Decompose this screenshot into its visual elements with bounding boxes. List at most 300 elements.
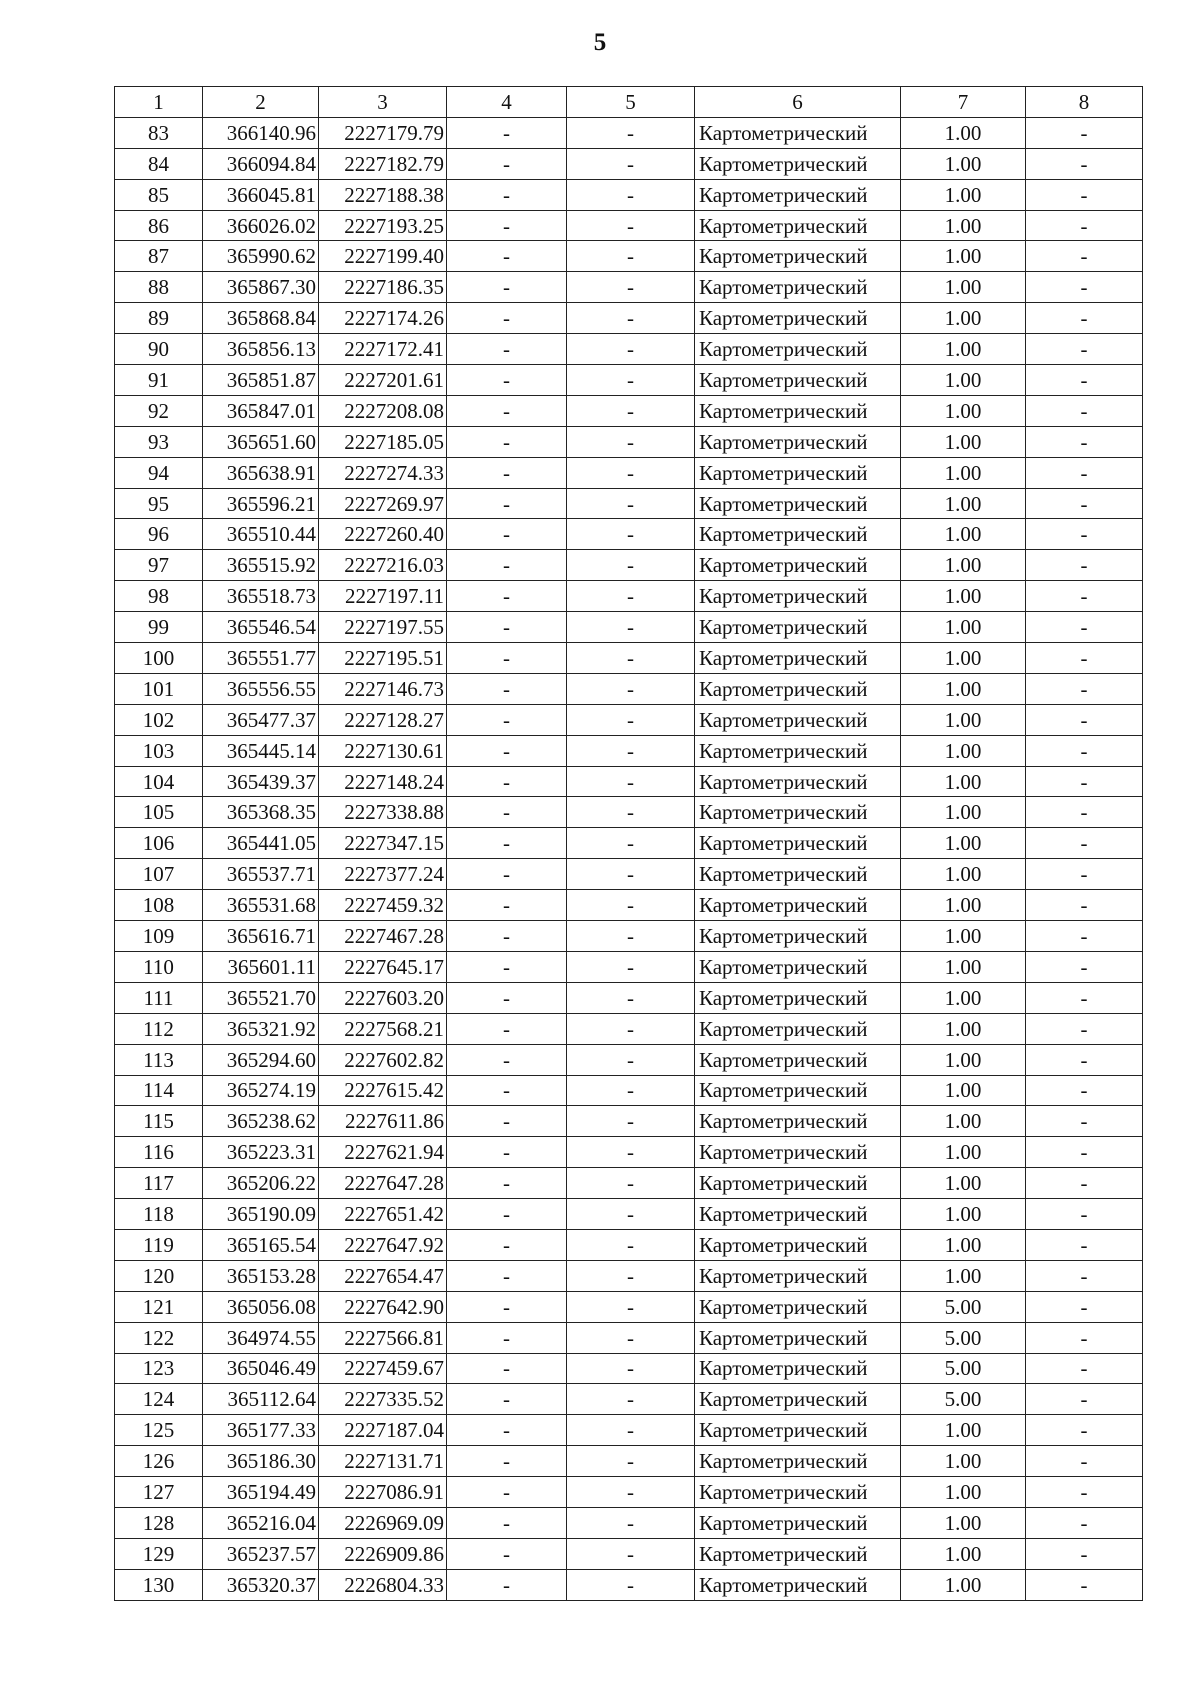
cell-col-4: - bbox=[447, 1199, 567, 1230]
cell-coord-x: 365856.13 bbox=[203, 334, 319, 365]
cell-col-8: - bbox=[1026, 1106, 1143, 1137]
cell-coord-y: 2227128.27 bbox=[319, 704, 447, 735]
cell-accuracy: 1.00 bbox=[901, 1507, 1026, 1538]
cell-point-number: 101 bbox=[115, 673, 203, 704]
table-row bbox=[115, 1538, 1143, 1569]
cell-coord-x: 365551.77 bbox=[203, 643, 319, 674]
cell-col-8: - bbox=[1026, 457, 1143, 488]
cell-point-number: 83 bbox=[115, 117, 203, 148]
cell-coord-x: 365294.60 bbox=[203, 1044, 319, 1075]
cell-method: Картометрический bbox=[695, 550, 901, 581]
cell-method: Картометрический bbox=[695, 859, 901, 890]
cell-col-8: - bbox=[1026, 951, 1143, 982]
cell-col-4: - bbox=[447, 303, 567, 334]
cell-col-8: - bbox=[1026, 1260, 1143, 1291]
cell-method: Картометрический bbox=[695, 951, 901, 982]
cell-point-number: 94 bbox=[115, 457, 203, 488]
cell-accuracy: 1.00 bbox=[901, 1013, 1026, 1044]
cell-coord-y: 2227566.81 bbox=[319, 1322, 447, 1353]
header-col-3: 3 bbox=[319, 87, 447, 118]
cell-col-8: - bbox=[1026, 612, 1143, 643]
cell-point-number: 120 bbox=[115, 1260, 203, 1291]
cell-method: Картометрический bbox=[695, 148, 901, 179]
cell-point-number: 127 bbox=[115, 1477, 203, 1508]
cell-col-8: - bbox=[1026, 426, 1143, 457]
cell-coord-y: 2227459.67 bbox=[319, 1353, 447, 1384]
cell-coord-y: 2227269.97 bbox=[319, 488, 447, 519]
cell-coord-x: 365601.11 bbox=[203, 951, 319, 982]
cell-col-8: - bbox=[1026, 581, 1143, 612]
cell-coord-y: 2227654.47 bbox=[319, 1260, 447, 1291]
table-row bbox=[115, 303, 1143, 334]
table-row bbox=[115, 1013, 1143, 1044]
cell-method: Картометрический bbox=[695, 890, 901, 921]
cell-point-number: 113 bbox=[115, 1044, 203, 1075]
cell-method: Картометрический bbox=[695, 457, 901, 488]
cell-point-number: 114 bbox=[115, 1075, 203, 1106]
cell-point-number: 91 bbox=[115, 365, 203, 396]
cell-col-5: - bbox=[567, 704, 695, 735]
cell-col-5: - bbox=[567, 1477, 695, 1508]
cell-method: Картометрический bbox=[695, 1106, 901, 1137]
cell-coord-y: 2227148.24 bbox=[319, 766, 447, 797]
cell-coord-y: 2227086.91 bbox=[319, 1477, 447, 1508]
cell-coord-x: 365206.22 bbox=[203, 1168, 319, 1199]
cell-col-5: - bbox=[567, 426, 695, 457]
cell-col-5: - bbox=[567, 1106, 695, 1137]
cell-accuracy: 1.00 bbox=[901, 1168, 1026, 1199]
cell-method: Картометрический bbox=[695, 117, 901, 148]
table-row bbox=[115, 1291, 1143, 1322]
cell-method: Картометрический bbox=[695, 766, 901, 797]
coordinates-table bbox=[114, 86, 1143, 1601]
cell-col-5: - bbox=[567, 365, 695, 396]
table-row bbox=[115, 457, 1143, 488]
cell-accuracy: 1.00 bbox=[901, 1199, 1026, 1230]
cell-col-4: - bbox=[447, 643, 567, 674]
cell-coord-y: 2227335.52 bbox=[319, 1384, 447, 1415]
cell-coord-x: 365537.71 bbox=[203, 859, 319, 890]
cell-point-number: 92 bbox=[115, 395, 203, 426]
cell-coord-y: 2227260.40 bbox=[319, 519, 447, 550]
cell-point-number: 116 bbox=[115, 1137, 203, 1168]
cell-accuracy: 1.00 bbox=[901, 241, 1026, 272]
cell-accuracy: 1.00 bbox=[901, 735, 1026, 766]
table-row bbox=[115, 365, 1143, 396]
cell-col-8: - bbox=[1026, 859, 1143, 890]
cell-col-5: - bbox=[567, 1353, 695, 1384]
cell-col-8: - bbox=[1026, 1137, 1143, 1168]
cell-col-5: - bbox=[567, 1260, 695, 1291]
cell-col-4: - bbox=[447, 982, 567, 1013]
cell-col-4: - bbox=[447, 612, 567, 643]
cell-method: Картометрический bbox=[695, 1291, 901, 1322]
cell-coord-x: 365320.37 bbox=[203, 1569, 319, 1600]
cell-col-4: - bbox=[447, 581, 567, 612]
cell-coord-x: 365112.64 bbox=[203, 1384, 319, 1415]
table-row bbox=[115, 1477, 1143, 1508]
cell-point-number: 107 bbox=[115, 859, 203, 890]
cell-col-8: - bbox=[1026, 272, 1143, 303]
cell-coord-y: 2226909.86 bbox=[319, 1538, 447, 1569]
cell-point-number: 85 bbox=[115, 179, 203, 210]
cell-col-5: - bbox=[567, 241, 695, 272]
table-row bbox=[115, 426, 1143, 457]
cell-col-8: - bbox=[1026, 1075, 1143, 1106]
cell-coord-x: 366094.84 bbox=[203, 148, 319, 179]
cell-method: Картометрический bbox=[695, 704, 901, 735]
cell-col-8: - bbox=[1026, 673, 1143, 704]
cell-col-5: - bbox=[567, 612, 695, 643]
cell-accuracy: 1.00 bbox=[901, 1446, 1026, 1477]
cell-coord-y: 2227467.28 bbox=[319, 921, 447, 952]
header-col-6: 6 bbox=[695, 87, 901, 118]
cell-accuracy: 5.00 bbox=[901, 1322, 1026, 1353]
cell-method: Картометрический bbox=[695, 426, 901, 457]
table-row bbox=[115, 1229, 1143, 1260]
cell-col-4: - bbox=[447, 1569, 567, 1600]
table-row bbox=[115, 1075, 1143, 1106]
cell-point-number: 123 bbox=[115, 1353, 203, 1384]
cell-coord-x: 365216.04 bbox=[203, 1507, 319, 1538]
cell-coord-x: 365546.54 bbox=[203, 612, 319, 643]
table-row bbox=[115, 859, 1143, 890]
cell-point-number: 86 bbox=[115, 210, 203, 241]
cell-col-4: - bbox=[447, 1044, 567, 1075]
cell-col-8: - bbox=[1026, 1013, 1143, 1044]
cell-point-number: 111 bbox=[115, 982, 203, 1013]
cell-col-4: - bbox=[447, 148, 567, 179]
table-header bbox=[115, 87, 1143, 118]
cell-point-number: 89 bbox=[115, 303, 203, 334]
cell-coord-y: 2227647.92 bbox=[319, 1229, 447, 1260]
cell-coord-x: 365238.62 bbox=[203, 1106, 319, 1137]
cell-col-5: - bbox=[567, 1137, 695, 1168]
cell-accuracy: 1.00 bbox=[901, 303, 1026, 334]
table-row bbox=[115, 1168, 1143, 1199]
cell-coord-x: 365153.28 bbox=[203, 1260, 319, 1291]
cell-col-8: - bbox=[1026, 519, 1143, 550]
cell-point-number: 109 bbox=[115, 921, 203, 952]
cell-coord-y: 2227611.86 bbox=[319, 1106, 447, 1137]
cell-point-number: 117 bbox=[115, 1168, 203, 1199]
cell-coord-x: 365321.92 bbox=[203, 1013, 319, 1044]
cell-col-4: - bbox=[447, 241, 567, 272]
table-row bbox=[115, 828, 1143, 859]
cell-accuracy: 1.00 bbox=[901, 673, 1026, 704]
cell-col-5: - bbox=[567, 1291, 695, 1322]
cell-accuracy: 1.00 bbox=[901, 272, 1026, 303]
cell-col-4: - bbox=[447, 1137, 567, 1168]
cell-coord-y: 2227182.79 bbox=[319, 148, 447, 179]
cell-coord-x: 365510.44 bbox=[203, 519, 319, 550]
cell-coord-y: 2227186.35 bbox=[319, 272, 447, 303]
cell-col-5: - bbox=[567, 1199, 695, 1230]
cell-col-8: - bbox=[1026, 365, 1143, 396]
cell-coord-y: 2227568.21 bbox=[319, 1013, 447, 1044]
cell-method: Картометрический bbox=[695, 241, 901, 272]
cell-col-5: - bbox=[567, 457, 695, 488]
cell-col-8: - bbox=[1026, 1353, 1143, 1384]
cell-coord-x: 365651.60 bbox=[203, 426, 319, 457]
cell-coord-x: 365190.09 bbox=[203, 1199, 319, 1230]
cell-method: Картометрический bbox=[695, 1415, 901, 1446]
table-row bbox=[115, 210, 1143, 241]
cell-coord-y: 2227603.20 bbox=[319, 982, 447, 1013]
cell-accuracy: 1.00 bbox=[901, 1075, 1026, 1106]
table-row bbox=[115, 488, 1143, 519]
cell-col-5: - bbox=[567, 735, 695, 766]
cell-coord-y: 2227347.15 bbox=[319, 828, 447, 859]
cell-accuracy: 1.00 bbox=[901, 117, 1026, 148]
cell-accuracy: 5.00 bbox=[901, 1384, 1026, 1415]
cell-col-8: - bbox=[1026, 179, 1143, 210]
table-row bbox=[115, 982, 1143, 1013]
cell-method: Картометрический bbox=[695, 1538, 901, 1569]
cell-col-8: - bbox=[1026, 1384, 1143, 1415]
cell-method: Картометрический bbox=[695, 581, 901, 612]
cell-point-number: 104 bbox=[115, 766, 203, 797]
cell-col-4: - bbox=[447, 272, 567, 303]
cell-col-4: - bbox=[447, 1415, 567, 1446]
cell-col-8: - bbox=[1026, 1168, 1143, 1199]
cell-method: Картометрический bbox=[695, 643, 901, 674]
cell-point-number: 93 bbox=[115, 426, 203, 457]
cell-accuracy: 1.00 bbox=[901, 426, 1026, 457]
cell-col-8: - bbox=[1026, 1538, 1143, 1569]
cell-point-number: 115 bbox=[115, 1106, 203, 1137]
cell-point-number: 124 bbox=[115, 1384, 203, 1415]
cell-col-8: - bbox=[1026, 828, 1143, 859]
cell-method: Картометрический bbox=[695, 1322, 901, 1353]
cell-coord-x: 365223.31 bbox=[203, 1137, 319, 1168]
cell-point-number: 88 bbox=[115, 272, 203, 303]
header-col-1: 1 bbox=[115, 87, 203, 118]
cell-coord-y: 2227645.17 bbox=[319, 951, 447, 982]
table-row bbox=[115, 148, 1143, 179]
cell-coord-x: 365847.01 bbox=[203, 395, 319, 426]
cell-point-number: 90 bbox=[115, 334, 203, 365]
cell-col-5: - bbox=[567, 673, 695, 704]
cell-col-4: - bbox=[447, 519, 567, 550]
cell-col-4: - bbox=[447, 1013, 567, 1044]
cell-col-4: - bbox=[447, 395, 567, 426]
cell-coord-x: 366140.96 bbox=[203, 117, 319, 148]
cell-col-4: - bbox=[447, 704, 567, 735]
cell-col-4: - bbox=[447, 766, 567, 797]
table-row bbox=[115, 704, 1143, 735]
cell-coord-y: 2227201.61 bbox=[319, 365, 447, 396]
cell-point-number: 121 bbox=[115, 1291, 203, 1322]
table-row bbox=[115, 890, 1143, 921]
cell-coord-y: 2227187.04 bbox=[319, 1415, 447, 1446]
cell-point-number: 126 bbox=[115, 1446, 203, 1477]
cell-col-4: - bbox=[447, 1446, 567, 1477]
cell-col-8: - bbox=[1026, 1507, 1143, 1538]
cell-col-8: - bbox=[1026, 982, 1143, 1013]
cell-accuracy: 1.00 bbox=[901, 1415, 1026, 1446]
cell-col-4: - bbox=[447, 365, 567, 396]
cell-point-number: 122 bbox=[115, 1322, 203, 1353]
cell-col-5: - bbox=[567, 859, 695, 890]
cell-accuracy: 1.00 bbox=[901, 828, 1026, 859]
cell-col-4: - bbox=[447, 210, 567, 241]
cell-col-4: - bbox=[447, 1353, 567, 1384]
table-row bbox=[115, 1415, 1143, 1446]
cell-point-number: 129 bbox=[115, 1538, 203, 1569]
cell-method: Картометрический bbox=[695, 1569, 901, 1600]
cell-coord-x: 365445.14 bbox=[203, 735, 319, 766]
cell-col-4: - bbox=[447, 859, 567, 890]
cell-coord-y: 2227193.25 bbox=[319, 210, 447, 241]
cell-accuracy: 1.00 bbox=[901, 921, 1026, 952]
cell-coord-x: 365441.05 bbox=[203, 828, 319, 859]
cell-col-4: - bbox=[447, 179, 567, 210]
cell-point-number: 110 bbox=[115, 951, 203, 982]
cell-col-8: - bbox=[1026, 117, 1143, 148]
cell-accuracy: 1.00 bbox=[901, 1137, 1026, 1168]
cell-accuracy: 1.00 bbox=[901, 1044, 1026, 1075]
cell-col-8: - bbox=[1026, 1291, 1143, 1322]
cell-col-4: - bbox=[447, 488, 567, 519]
cell-point-number: 112 bbox=[115, 1013, 203, 1044]
cell-accuracy: 1.00 bbox=[901, 890, 1026, 921]
cell-method: Картометрический bbox=[695, 1446, 901, 1477]
table-row bbox=[115, 272, 1143, 303]
cell-method: Картометрический bbox=[695, 1477, 901, 1508]
cell-col-8: - bbox=[1026, 1044, 1143, 1075]
cell-method: Картометрический bbox=[695, 1199, 901, 1230]
cell-col-8: - bbox=[1026, 643, 1143, 674]
cell-method: Картометрический bbox=[695, 797, 901, 828]
cell-col-4: - bbox=[447, 1168, 567, 1199]
cell-col-4: - bbox=[447, 1291, 567, 1322]
cell-coord-y: 2227459.32 bbox=[319, 890, 447, 921]
cell-col-4: - bbox=[447, 550, 567, 581]
cell-col-5: - bbox=[567, 1507, 695, 1538]
cell-coord-y: 2227274.33 bbox=[319, 457, 447, 488]
cell-coord-x: 366026.02 bbox=[203, 210, 319, 241]
cell-point-number: 95 bbox=[115, 488, 203, 519]
cell-coord-y: 2227185.05 bbox=[319, 426, 447, 457]
cell-method: Картометрический bbox=[695, 1168, 901, 1199]
cell-method: Картометрический bbox=[695, 1137, 901, 1168]
cell-point-number: 96 bbox=[115, 519, 203, 550]
cell-col-5: - bbox=[567, 117, 695, 148]
cell-col-5: - bbox=[567, 1569, 695, 1600]
cell-method: Картометрический bbox=[695, 828, 901, 859]
cell-col-8: - bbox=[1026, 334, 1143, 365]
cell-method: Картометрический bbox=[695, 488, 901, 519]
cell-accuracy: 1.00 bbox=[901, 982, 1026, 1013]
cell-coord-y: 2227621.94 bbox=[319, 1137, 447, 1168]
cell-accuracy: 1.00 bbox=[901, 581, 1026, 612]
cell-method: Картометрический bbox=[695, 519, 901, 550]
table-row bbox=[115, 1199, 1143, 1230]
cell-accuracy: 1.00 bbox=[901, 643, 1026, 674]
table-row bbox=[115, 1507, 1143, 1538]
cell-coord-x: 365556.55 bbox=[203, 673, 319, 704]
cell-col-4: - bbox=[447, 951, 567, 982]
cell-point-number: 130 bbox=[115, 1569, 203, 1600]
cell-coord-y: 2227651.42 bbox=[319, 1199, 447, 1230]
cell-col-8: - bbox=[1026, 488, 1143, 519]
cell-col-8: - bbox=[1026, 1199, 1143, 1230]
cell-method: Картометрический bbox=[695, 1353, 901, 1384]
cell-accuracy: 1.00 bbox=[901, 488, 1026, 519]
cell-col-8: - bbox=[1026, 241, 1143, 272]
cell-accuracy: 1.00 bbox=[901, 365, 1026, 396]
table-row bbox=[115, 1260, 1143, 1291]
cell-accuracy: 1.00 bbox=[901, 210, 1026, 241]
cell-coord-y: 2227146.73 bbox=[319, 673, 447, 704]
cell-col-8: - bbox=[1026, 550, 1143, 581]
cell-coord-y: 2227188.38 bbox=[319, 179, 447, 210]
cell-col-5: - bbox=[567, 797, 695, 828]
cell-method: Картометрический bbox=[695, 1013, 901, 1044]
cell-coord-x: 365439.37 bbox=[203, 766, 319, 797]
cell-method: Картометрический bbox=[695, 210, 901, 241]
table-row bbox=[115, 735, 1143, 766]
cell-col-5: - bbox=[567, 828, 695, 859]
cell-method: Картометрический bbox=[695, 1260, 901, 1291]
cell-point-number: 97 bbox=[115, 550, 203, 581]
table-row bbox=[115, 1446, 1143, 1477]
cell-accuracy: 1.00 bbox=[901, 179, 1026, 210]
cell-col-5: - bbox=[567, 643, 695, 674]
cell-col-8: - bbox=[1026, 1229, 1143, 1260]
cell-col-8: - bbox=[1026, 1446, 1143, 1477]
table-row bbox=[115, 241, 1143, 272]
cell-coord-y: 2227615.42 bbox=[319, 1075, 447, 1106]
cell-col-8: - bbox=[1026, 395, 1143, 426]
cell-col-8: - bbox=[1026, 303, 1143, 334]
cell-coord-y: 2226804.33 bbox=[319, 1569, 447, 1600]
cell-col-5: - bbox=[567, 1013, 695, 1044]
cell-col-5: - bbox=[567, 921, 695, 952]
cell-accuracy: 1.00 bbox=[901, 1569, 1026, 1600]
cell-accuracy: 1.00 bbox=[901, 951, 1026, 982]
cell-method: Картометрический bbox=[695, 1044, 901, 1075]
cell-point-number: 98 bbox=[115, 581, 203, 612]
cell-point-number: 106 bbox=[115, 828, 203, 859]
cell-coord-y: 2227199.40 bbox=[319, 241, 447, 272]
table-row bbox=[115, 1106, 1143, 1137]
table-row bbox=[115, 334, 1143, 365]
cell-col-5: - bbox=[567, 581, 695, 612]
cell-coord-y: 2227647.28 bbox=[319, 1168, 447, 1199]
cell-col-5: - bbox=[567, 1229, 695, 1260]
cell-method: Картометрический bbox=[695, 612, 901, 643]
table-row bbox=[115, 1137, 1143, 1168]
table-row bbox=[115, 519, 1143, 550]
cell-accuracy: 1.00 bbox=[901, 704, 1026, 735]
cell-coord-y: 2227642.90 bbox=[319, 1291, 447, 1322]
cell-point-number: 99 bbox=[115, 612, 203, 643]
cell-coord-y: 2227197.55 bbox=[319, 612, 447, 643]
cell-coord-y: 2227377.24 bbox=[319, 859, 447, 890]
header-col-8: 8 bbox=[1026, 87, 1143, 118]
cell-coord-y: 2227208.08 bbox=[319, 395, 447, 426]
cell-accuracy: 1.00 bbox=[901, 797, 1026, 828]
cell-col-5: - bbox=[567, 488, 695, 519]
cell-col-5: - bbox=[567, 1446, 695, 1477]
cell-col-8: - bbox=[1026, 1322, 1143, 1353]
cell-coord-y: 2227179.79 bbox=[319, 117, 447, 148]
table-row bbox=[115, 921, 1143, 952]
cell-coord-y: 2227195.51 bbox=[319, 643, 447, 674]
cell-col-8: - bbox=[1026, 797, 1143, 828]
